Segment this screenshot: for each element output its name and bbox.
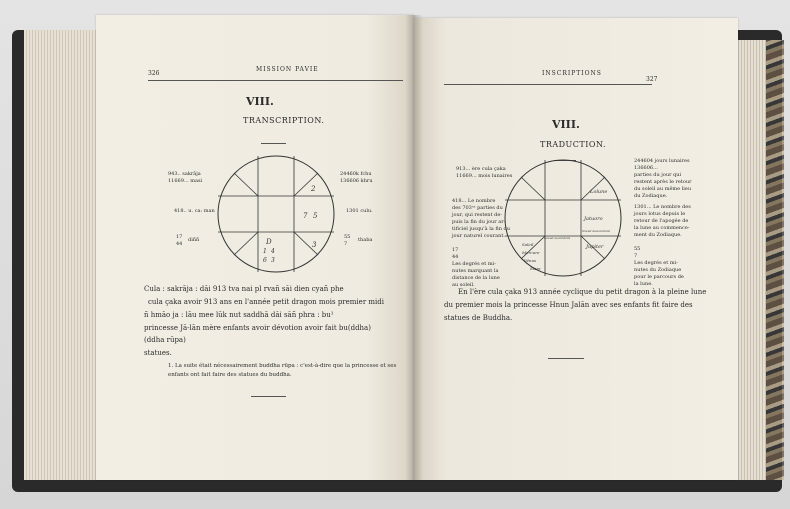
note-line: Les degrés et mi- — [634, 260, 678, 266]
note-line: pour le parcours de — [634, 274, 684, 280]
body-line: statues de Buddha. — [444, 314, 513, 322]
note-line: du soleil au même lieu — [634, 186, 692, 192]
body-line: statues. — [144, 349, 172, 357]
diagram-label: 17 — [176, 234, 183, 240]
page-number: 326 — [148, 70, 160, 77]
horoscope-diagram — [96, 15, 414, 480]
note-line: au soleil. — [452, 282, 475, 288]
diagram-label: 11669... mois lunaires — [456, 173, 513, 179]
footnote-line: enfants ont fait faire des statues du buddha. — [168, 372, 292, 378]
diagram-label: 44 — [176, 241, 183, 247]
cell-mark: 6 — [263, 257, 267, 264]
cell-mark: Mercure — [522, 250, 540, 255]
note-line: jours lotus depuis le — [634, 211, 686, 217]
section-title: TRANSCRIPTION. — [243, 116, 325, 125]
body-line: ñ hmāo ja : lāu mee lūk nut saddhā dăi săñ phra : bu¹ — [144, 311, 334, 319]
cell-mark: 7 — [303, 212, 308, 220]
end-rule — [548, 358, 584, 359]
running-head: MISSION PAVIE — [256, 66, 319, 73]
end-rule — [251, 396, 286, 397]
cell-mark: Jatuoro — [584, 216, 603, 222]
diagram-label: diññ — [188, 237, 200, 243]
cell-mark: 2 — [311, 185, 316, 193]
diagram-label: 11669... masi — [168, 178, 203, 184]
note-line: 17 — [452, 247, 459, 253]
note-line: nutes marquant la — [452, 268, 499, 274]
section-title: TRADUCTION. — [540, 140, 606, 149]
note-line: 55 — [634, 246, 641, 252]
diagram-label: 136606 khru — [340, 178, 373, 184]
note-line: Les degrés et mi- — [452, 261, 496, 267]
horoscope-diagram — [414, 18, 738, 480]
cell-mark: 3 — [271, 257, 275, 264]
diagram-label: 24460k fchu — [340, 171, 372, 177]
cell-mark: Nœud ascendant — [544, 236, 570, 240]
diagram-label: 7 — [344, 241, 348, 247]
diagram-label: 943.. sakrāja — [168, 171, 201, 177]
note-line: tificiel jusqu'à la fin du — [452, 226, 510, 232]
diagram-label: 55 — [344, 234, 351, 240]
cell-mark: 3 — [312, 241, 317, 249]
note-line: jour, qui restent de- — [452, 212, 502, 218]
note-line: 418... Le nombre — [452, 198, 496, 204]
note-line: distance de la lune — [452, 275, 500, 281]
note-line: 44 — [452, 254, 459, 260]
cell-mark: Lolune — [590, 189, 608, 195]
note-line: 1301... Le nombre des — [634, 204, 691, 210]
left-page — [96, 15, 414, 480]
note-line: retour de l'apogée de — [634, 218, 689, 224]
cell-mark: Mars — [530, 266, 541, 271]
note-line: 244604 jours lunaires — [634, 158, 690, 164]
cell-mark: 5 — [313, 212, 318, 220]
note-line: jour naturel courant. — [452, 233, 505, 239]
footnote-line: 1. La suite était nécessairement buddha rūpa : c'est-à-dire que la princesse et ses — [168, 363, 397, 369]
note-line: des 703ᵉˢ parties du — [452, 205, 503, 211]
diagram-label: 418.. u. ca: man — [174, 208, 215, 214]
page-number: 327 — [646, 76, 658, 83]
right-page — [414, 18, 738, 480]
book-gutter — [405, 15, 423, 480]
note-line: parties du jour qui — [634, 172, 682, 178]
body-line: cula çaka avoir 913 ans en l'année petit dragon mois premier midi — [148, 298, 384, 306]
note-line: restent après le retour — [634, 179, 692, 185]
right-page-stack — [736, 40, 766, 480]
note-line: la lune. — [634, 281, 653, 287]
note-line: du Zodiaque. — [634, 193, 668, 199]
cell-mark: Soleil — [522, 242, 534, 247]
body-line: Cula : sakrāja : dăi 913 tva nai pl rvañ săi dien cyañ phe — [144, 285, 344, 293]
diagram-label: thaba — [358, 237, 373, 243]
running-head: INSCRIPTIONS — [542, 70, 602, 77]
left-page-stack — [24, 30, 99, 480]
body-line: En l'ère cula çaka 913 année cyclique du petit dragon à la pleine lune — [458, 288, 707, 296]
body-line: princesse Jă-lān mère enfants avoir dévotion avoir fait bu(ddha) — [144, 324, 371, 332]
note-line: ment du Zodiaque. — [634, 232, 682, 238]
diagram-label: 913... ère cula çaka — [456, 166, 506, 172]
note-line: 7 — [634, 253, 638, 259]
body-line: du premier mois la princesse Hnun Jalān avec ses enfants fit faire des — [444, 301, 693, 309]
note-line: nutes du Zodiaque — [634, 267, 682, 273]
note-line: puis la fin du jour ar- — [452, 219, 506, 225]
section-number: VIII. — [552, 118, 580, 131]
cell-mark: Nœud descendant — [582, 229, 610, 233]
diagram-label: 1301 culu. — [346, 208, 373, 214]
section-number: VIII. — [246, 95, 274, 108]
cell-mark: 4 — [271, 248, 275, 255]
cell-mark: 1 — [263, 248, 267, 255]
note-line: 136606... — [634, 165, 658, 171]
cell-mark: Jupiter — [586, 244, 604, 250]
body-line: (ddha rūpa) — [144, 336, 186, 344]
cell-mark: Vénus — [524, 258, 537, 263]
cell-mark: D — [266, 238, 272, 246]
note-line: la lune au commence- — [634, 225, 690, 231]
